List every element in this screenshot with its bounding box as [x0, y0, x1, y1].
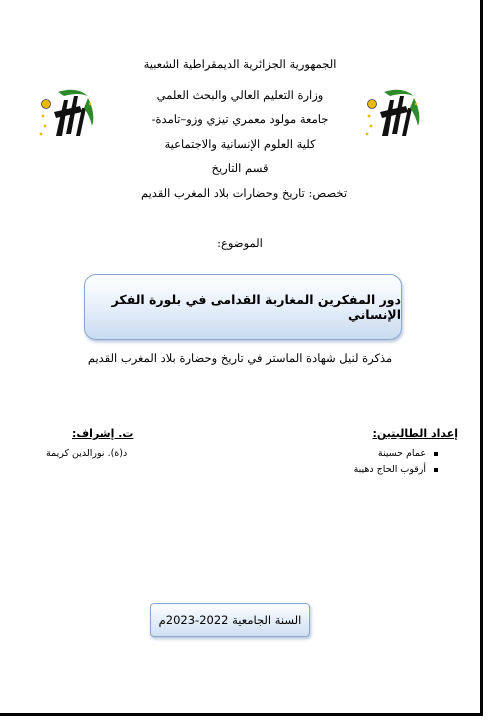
- subject-label: الموضوع:: [217, 236, 263, 250]
- students-heading: إعداد الطالبتين:: [372, 427, 458, 440]
- students-list: [354, 446, 440, 478]
- list-item: أرقوب الحاج دهيبة: [354, 462, 426, 478]
- department-line: قسم التاريخ: [211, 161, 269, 175]
- memo-description: مذكرة لنيل شهادة الماستر في تاريخ وحضارة بلاد المغرب القديم: [87, 351, 393, 365]
- supervisor-name: د(ة). نورالدين كريمة: [46, 448, 128, 459]
- thesis-title: دور المفكرين المغاربة القدامى في بلورة الفكر الإنساني: [111, 292, 401, 322]
- republic-line: الجمهورية الجزائرية الديمقراطية الشعبية: [143, 57, 337, 71]
- academic-year-box: [150, 603, 310, 637]
- thesis-title-box: [84, 274, 402, 340]
- ministry-line: وزارة التعليم العالي والبحث العلمي: [156, 88, 324, 102]
- university-line: جامعة مولود معمري تيزي وزو–تامدة-: [151, 112, 329, 126]
- specialty-line: تخصص: تاريخ وحضارات بلاد المغرب القديم: [140, 186, 348, 200]
- list-item: عمام حسينة: [354, 446, 426, 462]
- academic-year: السنة الجامعية 2022-2023م: [158, 613, 302, 627]
- supervisor-heading: ت. إشراف:: [72, 427, 134, 440]
- faculty-line: كلية العلوم الإنسانية والاجتماعية: [164, 137, 316, 151]
